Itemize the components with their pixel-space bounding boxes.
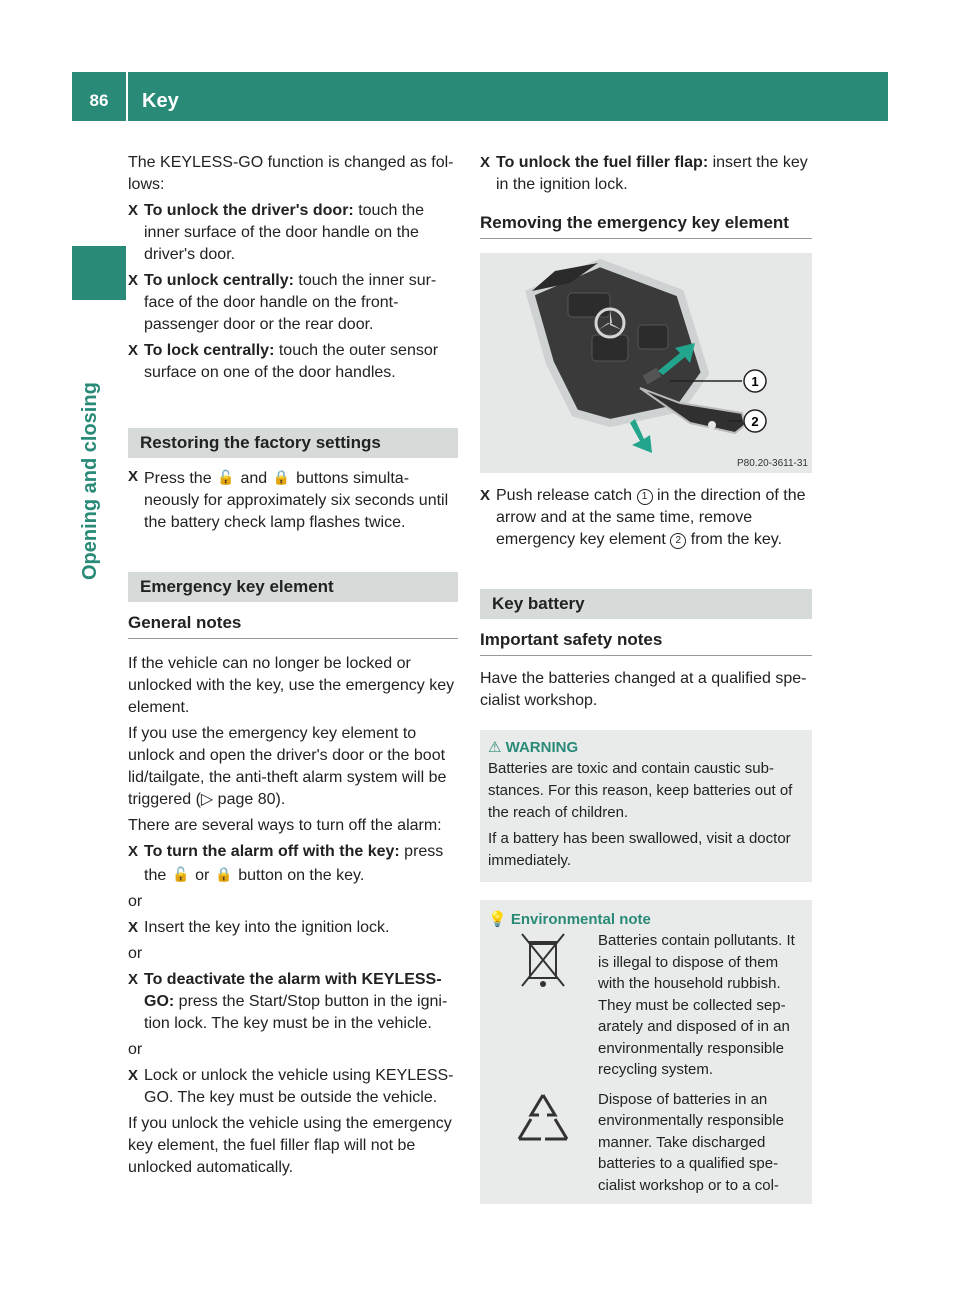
- env-text-2: Dispose of batteries in an environmentally responsible manner. Take discharged batteries to a qualified specialist workshop or to a col-: [598, 1090, 784, 1194]
- warning-triangle-icon: ⚠: [488, 739, 502, 756]
- item-text: Push release catch: [496, 487, 637, 504]
- item-text: and: [236, 470, 272, 487]
- general-notes-heading: General notes: [128, 612, 458, 639]
- warning-text: If a battery has been swallowed, visit a doctor immediately.: [488, 830, 791, 869]
- recycling-icon: [488, 1089, 598, 1197]
- lightbulb-icon: 💡: [488, 911, 507, 928]
- item-text: Lock or unlock the vehicle using KEYLESS-GO. The key must be outside the vehicle.: [144, 1067, 454, 1106]
- x-bullet-icon: X: [128, 843, 139, 860]
- key-button-unlock: [592, 335, 628, 361]
- arrow-down-icon: [630, 419, 652, 453]
- env-title-text: Environmental note: [510, 911, 651, 928]
- page-number: 86: [72, 72, 126, 121]
- item-text: or: [190, 867, 214, 884]
- item-text: button on the key.: [233, 867, 365, 884]
- left-column: [128, 152, 458, 1183]
- item-label: To unlock the fuel filler flap:: [496, 154, 709, 171]
- x-bullet-icon: X: [128, 919, 139, 936]
- key-battery-heading: Key battery: [480, 589, 812, 619]
- list-item: [128, 917, 458, 939]
- list-item: [128, 270, 458, 336]
- x-bullet-icon: X: [480, 487, 491, 504]
- item-text: from the key.: [686, 531, 783, 548]
- item-text: touch the inner surface of the door handle on the front-passenger door or the rear door.: [144, 272, 437, 333]
- sidebar-block: [72, 246, 126, 300]
- item-label: To unlock centrally:: [144, 272, 294, 289]
- warning-text: Batteries are toxic and contain caustic substances. For this reason, keep batteries out of the reach of children.: [488, 760, 793, 821]
- paragraph: If you use the emergency key element to unlock and open the driver's door or the boot lid/tailgate, the anti-theft alarm system will be triggered (▷ page 80).: [128, 725, 447, 808]
- or-text: or: [128, 945, 143, 962]
- item-text: press the: [144, 843, 444, 884]
- page-title: Key: [128, 72, 888, 121]
- x-bullet-icon: X: [128, 1067, 139, 1084]
- env-row: [488, 930, 804, 1081]
- key-button-lock: [638, 325, 668, 349]
- or-text: or: [128, 893, 143, 910]
- warning-box: [480, 730, 812, 882]
- list-item: [128, 200, 458, 266]
- factory-settings-heading: Restoring the factory settings: [128, 428, 458, 458]
- crossed-bin-icon: [488, 930, 598, 1081]
- list-item: [480, 485, 812, 551]
- item-text: Press the: [144, 470, 217, 487]
- figure-code: P80.20-3611-31: [737, 458, 808, 469]
- paragraph: If the vehicle can no longer be locked or unlocked with the key, use the emergency key element.: [128, 655, 455, 716]
- x-bullet-icon: X: [128, 202, 139, 219]
- removing-heading: Removing the emergency key element: [480, 212, 812, 239]
- list-item: [480, 152, 812, 196]
- env-row: [488, 1089, 804, 1197]
- env-title: [488, 910, 804, 930]
- list-item: [128, 969, 458, 1035]
- item-label: To deactivate the alarm with KEYLESS-GO:: [144, 971, 442, 1010]
- key-button-top: [568, 293, 610, 317]
- paragraph: There are several ways to turn off the alarm:: [128, 817, 442, 834]
- item-text: buttons simultaneously for approximately six seconds until the battery check lamp flashes twice.: [144, 470, 449, 531]
- key-figure: [480, 253, 812, 473]
- intro-text: The KEYLESS-GO function is changed as follows:: [128, 154, 454, 193]
- callout-label-1: 1: [751, 374, 759, 389]
- lock-button-icon: 🔒: [215, 866, 233, 882]
- x-bullet-icon: X: [128, 272, 139, 289]
- item-label: To lock centrally:: [144, 342, 275, 359]
- unlock-button-icon: 🔓: [171, 866, 190, 882]
- x-bullet-icon: X: [128, 971, 139, 988]
- callout-ref-1: 1: [637, 489, 653, 505]
- unlock-button-icon: 🔓: [217, 469, 235, 485]
- warning-title-text: WARNING: [505, 739, 579, 756]
- emergency-key-heading: Emergency key element: [128, 572, 458, 602]
- callout-label-2: 2: [751, 414, 759, 429]
- item-label: To turn the alarm off with the key:: [144, 843, 400, 860]
- key-illustration: [480, 253, 812, 473]
- item-text: insert the key in the ignition lock.: [496, 154, 808, 193]
- section-title: Opening and closing: [79, 382, 101, 580]
- item-text: touch the outer sensor surface on one of the door handles.: [144, 342, 439, 381]
- list-item: [128, 1065, 458, 1109]
- right-column: [480, 152, 812, 1204]
- environmental-note-box: [480, 900, 812, 1204]
- x-bullet-icon: X: [480, 154, 491, 171]
- x-bullet-icon: X: [128, 468, 139, 485]
- or-text: or: [128, 1041, 143, 1058]
- item-text: touch the inner surface of the door handle on the driver's door.: [144, 202, 425, 263]
- warning-title: [488, 738, 804, 758]
- paragraph: Have the batteries changed at a qualified specialist workshop.: [480, 670, 807, 709]
- lock-button-icon: 🔒: [272, 469, 291, 485]
- list-item: [128, 841, 458, 887]
- item-text: in the direction of the arrow and at the same time, remove emergency key element: [496, 487, 806, 548]
- x-bullet-icon: X: [128, 342, 139, 359]
- list-item: [128, 466, 458, 534]
- item-label: To unlock the driver's door:: [144, 202, 354, 219]
- item-text: Insert the key into the ignition lock.: [144, 919, 390, 936]
- paragraph: If you unlock the vehicle using the emergency key element, the fuel filler flap will not be unlocked automatically.: [128, 1115, 452, 1176]
- list-item: [128, 340, 458, 384]
- env-text-1: Batteries contain pollutants. It is illegal to dispose of them with the household rubbish. They must be collected separately and disposed of in an environmentally responsible recycling system.: [598, 932, 795, 1078]
- key-hole: [708, 421, 716, 429]
- safety-notes-heading: Important safety notes: [480, 629, 812, 656]
- callout-ref-2: 2: [670, 533, 686, 549]
- item-text: press the Start/Stop button in the ignition lock. The key must be in the vehicle.: [144, 993, 448, 1032]
